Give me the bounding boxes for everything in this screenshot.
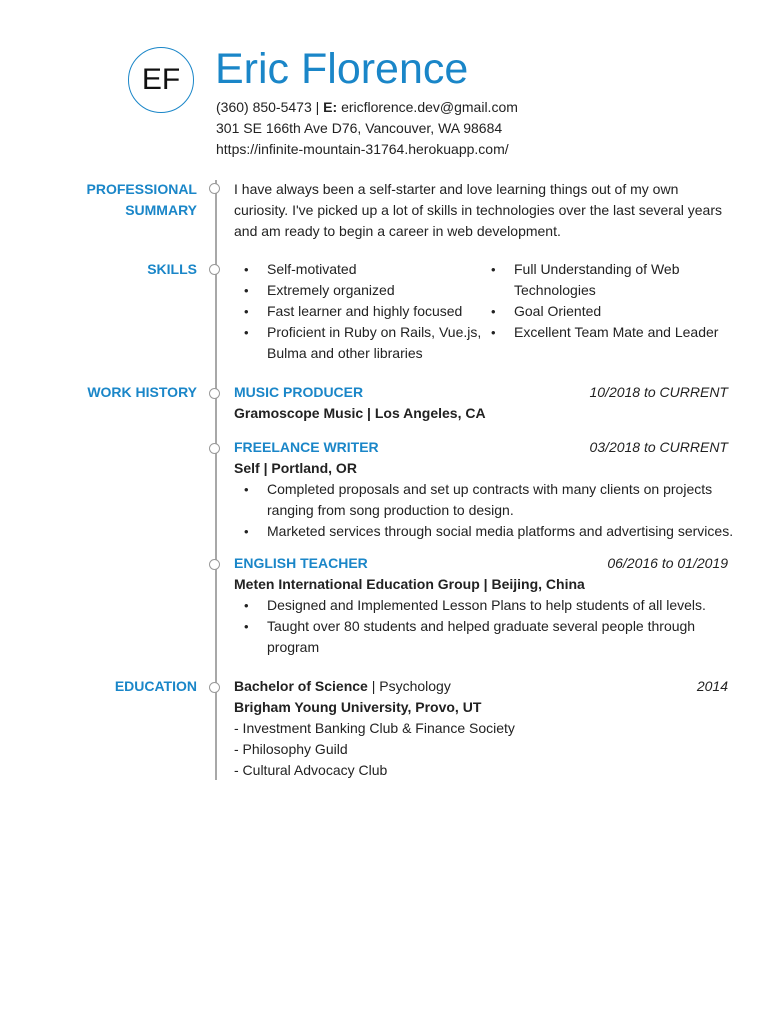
contact-separator: | [315, 99, 324, 115]
degree-separator: | [367, 678, 380, 694]
job-company: Gramoscope Music | Los Angeles, CA [234, 405, 486, 421]
skill-item: • Fast learner and highly focused [234, 301, 484, 322]
job-bullet: • Completed proposals and set up contracts with many clients on projects ranging from song production to design. [234, 479, 734, 521]
skill-item: • Extremely organized [234, 280, 484, 301]
job-bullet: • Marketed services through social media platforms and advertising services. [234, 521, 734, 542]
degree: Bachelor of Science [234, 678, 368, 694]
school-name: Brigham Young University, Provo, UT [234, 699, 482, 715]
timeline-dot-education [209, 682, 220, 693]
section-label-work-history: WORK HISTORY [87, 384, 197, 400]
timeline-dot-skills [209, 264, 220, 275]
job-bullets [234, 479, 734, 542]
summary-text [234, 179, 734, 242]
education-year: 2014 [696, 678, 728, 694]
email-label: E: [323, 99, 338, 115]
job-title: MUSIC PRODUCER [234, 384, 364, 400]
job-title: ENGLISH TEACHER [234, 555, 368, 571]
monogram-avatar: EF [128, 47, 194, 113]
timeline-dot-music-producer [209, 388, 220, 399]
skills-list-left [234, 259, 484, 364]
skill-item: • Proficient in Ruby on Rails, Vue.js, Bulma and other libraries [234, 322, 484, 364]
major: Psychology [379, 678, 451, 694]
job-company: Self | Portland, OR [234, 460, 357, 476]
candidate-name: Eric Florence [215, 45, 469, 93]
activity-item: - Cultural Advocacy Club [234, 762, 388, 778]
activity-item: - Investment Banking Club & Finance Society [234, 720, 515, 736]
job-bullet: • Designed and Implemented Lesson Plans to help students of all levels. [234, 595, 714, 616]
education-activities [234, 718, 515, 781]
skill-item: • Self-motivated [234, 259, 484, 280]
skill-item: • Goal Oriented [481, 301, 731, 322]
email-address[interactable]: ericflorence.dev@gmail.com [341, 99, 518, 115]
summary-label-line-2: SUMMARY [125, 202, 197, 218]
section-label-skills: SKILLS [147, 261, 197, 277]
section-label-summary [77, 179, 197, 221]
job-title: FREELANCE WRITER [234, 439, 379, 455]
degree-line [234, 676, 451, 697]
summary-line: I have always been a self-starter and love learning things out of my own [234, 181, 679, 197]
skill-item: • Excellent Team Mate and Leader [481, 322, 731, 343]
activity-item: - Philosophy Guild [234, 741, 348, 757]
timeline-dot-freelance-writer [209, 443, 220, 454]
job-dates: 06/2016 to 01/2019 [607, 555, 728, 571]
job-bullet: • Taught over 80 students and helped graduate several people through program [234, 616, 714, 658]
summary-label-line-1: PROFESSIONAL [86, 181, 197, 197]
job-dates: 10/2018 to CURRENT [589, 384, 728, 400]
section-label-education: EDUCATION [114, 678, 197, 694]
phone-number: (360) 850-5473 [216, 99, 312, 115]
summary-line: and am ready to begin a career in web development. [234, 223, 561, 239]
timeline-dot-english-teacher [209, 559, 220, 570]
job-dates: 03/2018 to CURRENT [589, 439, 728, 455]
address: 301 SE 166th Ave D76, Vancouver, WA 98684 [216, 120, 503, 136]
skills-list-right [481, 259, 731, 343]
contact-line-phone-email [216, 98, 518, 116]
job-company: Meten International Education Group | Beijing, China [234, 576, 585, 592]
summary-line: curiosity. I've picked up a lot of skills in technologies over the last several years [234, 202, 722, 218]
timeline-dot-summary [209, 183, 220, 194]
job-bullets [234, 595, 714, 658]
skill-item: • Full Understanding of Web Technologies [481, 259, 731, 301]
website-link[interactable]: https://infinite-mountain-31764.herokuapp.com/ [216, 141, 509, 157]
